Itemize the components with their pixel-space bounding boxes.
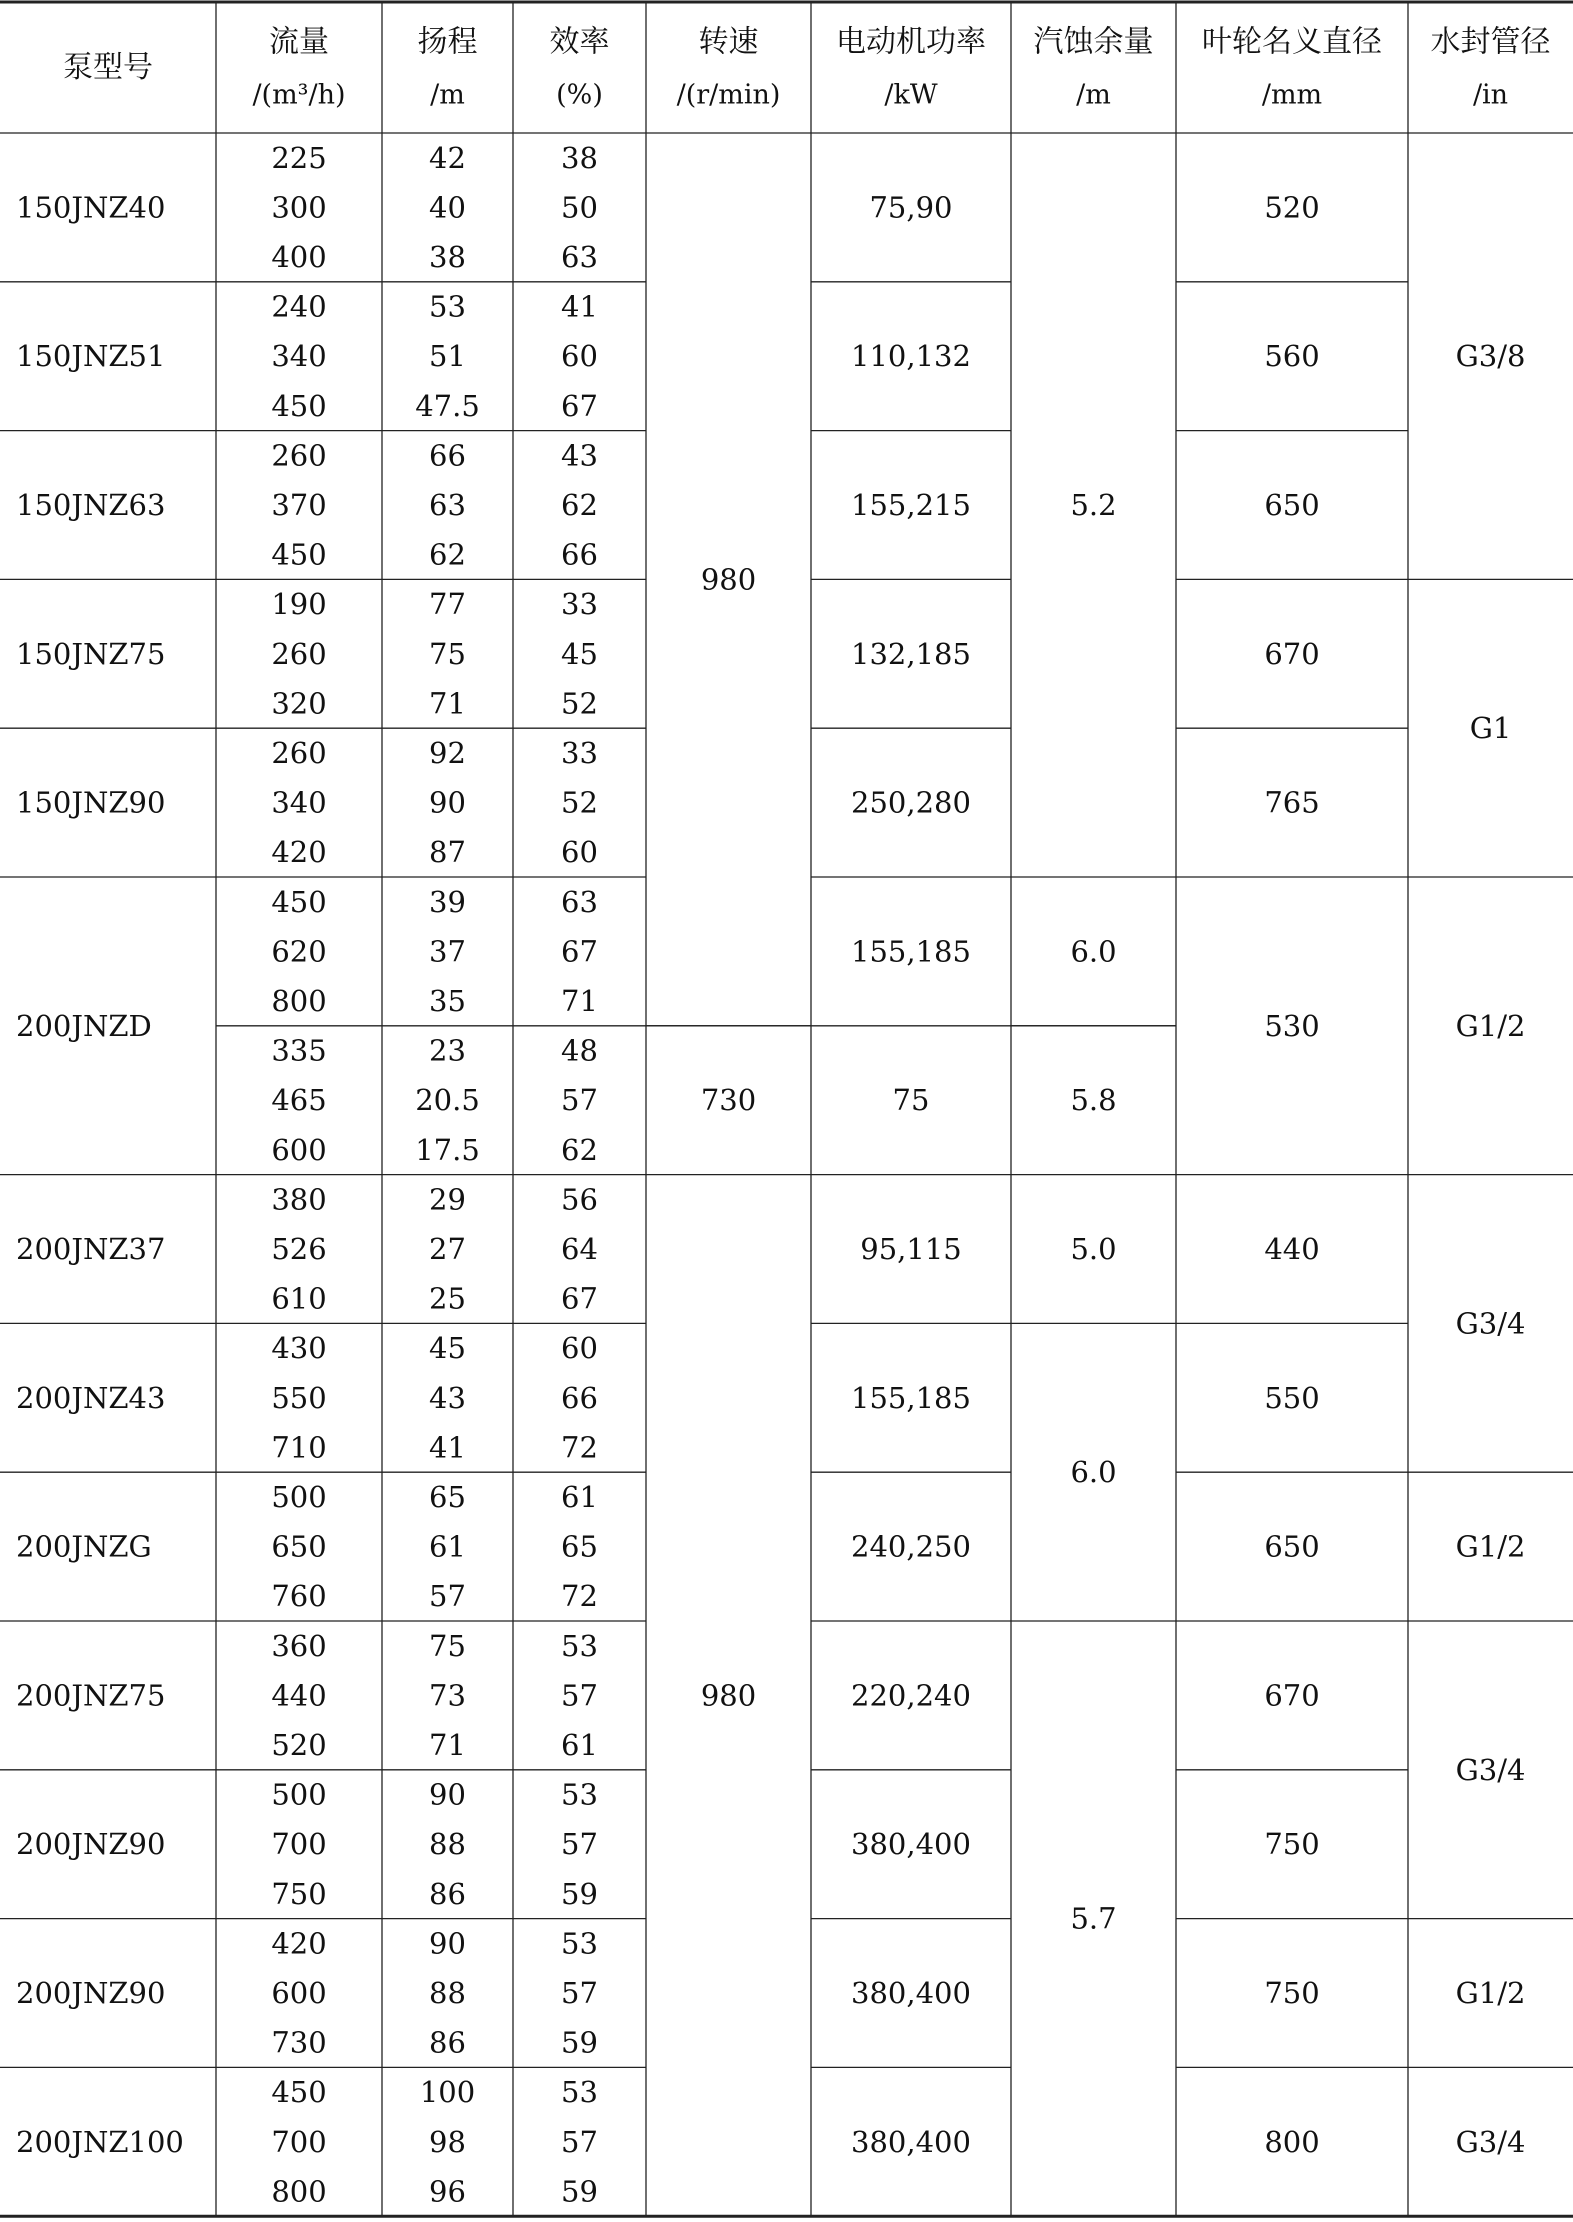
head-value: 27 — [429, 1232, 466, 1266]
flow-value: 526 — [271, 1232, 327, 1266]
efficiency-value: 33 — [561, 587, 598, 622]
head-value: 38 — [429, 240, 466, 274]
flow-value: 500 — [271, 1777, 327, 1812]
npsh-value: 5.8 — [1070, 1083, 1117, 1118]
head-value: 62 — [429, 537, 466, 572]
flow-value: 700 — [271, 1827, 327, 1862]
flow-value: 600 — [271, 1132, 327, 1167]
head-value: 88 — [429, 1827, 466, 1862]
flow-value: 465 — [271, 1083, 327, 1118]
efficiency-value: 60 — [561, 835, 598, 870]
efficiency-value: 62 — [561, 488, 598, 522]
motor-power: 155,185 — [851, 934, 971, 969]
impeller-diameter: 670 — [1264, 1678, 1320, 1713]
efficiency-value: 65 — [561, 1529, 598, 1564]
motor-power: 380,400 — [851, 1827, 971, 1862]
npsh-value: 6.0 — [1070, 934, 1117, 969]
flow-value: 360 — [271, 1628, 327, 1663]
flow-value: 700 — [271, 2124, 327, 2159]
efficiency-value: 57 — [561, 1827, 598, 1862]
head-value: 66 — [429, 438, 466, 473]
head-value: 75 — [429, 636, 466, 671]
pump-model: 150JNZ90 — [16, 785, 166, 820]
pump-model: 150JNZ40 — [16, 190, 166, 225]
efficiency-value: 61 — [561, 1728, 598, 1762]
flow-value: 450 — [271, 884, 327, 919]
speed-value: 980 — [700, 562, 757, 597]
efficiency-value: 71 — [561, 984, 598, 1018]
impeller-diameter: 750 — [1264, 1827, 1320, 1862]
head-value: 29 — [429, 1182, 466, 1217]
motor-power: 155,215 — [851, 488, 971, 522]
efficiency-value: 63 — [561, 240, 598, 274]
flow-value: 380 — [271, 1182, 327, 1217]
seal-pipe-size: G1/2 — [1455, 1976, 1526, 2010]
head-value: 53 — [429, 289, 466, 324]
impeller-diameter: 440 — [1264, 1232, 1320, 1266]
head-value: 61 — [429, 1529, 466, 1564]
flow-value: 370 — [271, 488, 327, 522]
efficiency-value: 53 — [561, 2075, 598, 2110]
head-value: 87 — [429, 835, 466, 870]
head-value: 42 — [429, 140, 466, 175]
flow-value: 340 — [271, 785, 327, 820]
pump-model: 200JNZD — [16, 1008, 152, 1043]
motor-power: 95,115 — [860, 1232, 962, 1266]
head-value: 43 — [429, 1380, 466, 1415]
motor-power: 220,240 — [851, 1678, 971, 1713]
head-value: 35 — [429, 984, 466, 1018]
impeller-diameter: 750 — [1264, 1976, 1320, 2010]
pump-model: 150JNZ75 — [16, 636, 166, 671]
flow-value: 750 — [271, 1876, 327, 1911]
flow-value: 450 — [271, 537, 327, 572]
flow-value: 800 — [271, 984, 327, 1018]
head-value: 90 — [429, 1777, 466, 1812]
flow-value: 260 — [271, 736, 327, 770]
impeller-diameter: 650 — [1264, 1529, 1320, 1564]
header-1-unit: /(m³/h) — [252, 79, 346, 111]
efficiency-value: 67 — [561, 934, 598, 969]
head-value: 96 — [429, 2174, 466, 2209]
pump-model: 150JNZ63 — [16, 488, 166, 522]
flow-value: 520 — [271, 1728, 327, 1762]
flow-value: 190 — [271, 587, 327, 622]
efficiency-value: 60 — [561, 1331, 598, 1366]
impeller-diameter: 670 — [1264, 636, 1320, 671]
header-3-unit: (%) — [556, 79, 603, 111]
flow-value: 600 — [271, 1976, 327, 2010]
efficiency-value: 48 — [561, 1033, 598, 1068]
head-value: 40 — [429, 190, 466, 225]
flow-value: 335 — [271, 1033, 327, 1068]
pump-model: 200JNZ90 — [16, 1827, 166, 1862]
header-2-name: 扬程 — [417, 24, 478, 60]
head-value: 47.5 — [415, 388, 480, 423]
motor-power: 132,185 — [851, 636, 971, 671]
flow-value: 450 — [271, 2075, 327, 2110]
head-value: 86 — [429, 1876, 466, 1911]
flow-value: 500 — [271, 1480, 327, 1514]
flow-value: 440 — [271, 1678, 327, 1713]
flow-value: 710 — [271, 1430, 327, 1465]
efficiency-value: 57 — [561, 1678, 598, 1713]
flow-value: 730 — [271, 2025, 327, 2060]
head-value: 20.5 — [415, 1083, 480, 1118]
flow-value: 430 — [271, 1331, 327, 1366]
pump-model: 200JNZ37 — [16, 1232, 166, 1266]
npsh-value: 5.7 — [1070, 1901, 1117, 1936]
head-value: 86 — [429, 2025, 466, 2060]
head-value: 45 — [429, 1331, 466, 1366]
pump-model: 150JNZ51 — [16, 339, 166, 374]
flow-value: 260 — [271, 636, 327, 671]
flow-value: 320 — [271, 686, 327, 721]
impeller-diameter: 650 — [1264, 488, 1320, 522]
pump-model: 200JNZ100 — [16, 2124, 184, 2159]
motor-power: 380,400 — [851, 1976, 971, 2010]
header-5-name: 电动机功率 — [836, 24, 986, 60]
head-value: 23 — [429, 1033, 466, 1068]
impeller-diameter: 530 — [1264, 1008, 1320, 1043]
head-value: 51 — [429, 339, 466, 374]
head-value: 71 — [429, 1728, 466, 1762]
header-4-unit: /(r/min) — [676, 79, 781, 111]
pump-model: 200JNZ43 — [16, 1380, 166, 1415]
header-4-name: 转速 — [698, 24, 759, 60]
flow-value: 450 — [271, 388, 327, 423]
efficiency-value: 72 — [561, 1579, 598, 1614]
head-value: 37 — [429, 934, 466, 969]
impeller-diameter: 560 — [1264, 339, 1320, 374]
header-6-unit: /m — [1076, 79, 1111, 111]
flow-value: 620 — [271, 934, 327, 969]
header-7-unit: /mm — [1261, 79, 1323, 111]
npsh-value: 5.0 — [1070, 1232, 1117, 1266]
motor-power: 240,250 — [851, 1529, 971, 1564]
npsh-value: 5.2 — [1070, 488, 1117, 522]
head-value: 92 — [429, 736, 466, 770]
head-value: 17.5 — [415, 1132, 480, 1167]
header-7-name: 叶轮名义直径 — [1202, 24, 1382, 60]
efficiency-value: 66 — [561, 537, 598, 572]
motor-power: 110,132 — [851, 339, 971, 374]
flow-value: 340 — [271, 339, 327, 374]
speed-value: 730 — [700, 1083, 757, 1118]
seal-pipe-size: G3/4 — [1455, 2124, 1526, 2159]
npsh-value: 6.0 — [1070, 1455, 1117, 1490]
flow-value: 800 — [271, 2174, 327, 2209]
head-value: 90 — [429, 1926, 466, 1961]
seal-pipe-size: G1/2 — [1455, 1529, 1526, 1564]
flow-value: 550 — [271, 1380, 327, 1415]
efficiency-value: 53 — [561, 1926, 598, 1961]
flow-value: 225 — [271, 140, 327, 175]
seal-pipe-size: G1 — [1469, 711, 1512, 746]
head-value: 63 — [429, 488, 466, 522]
efficiency-value: 72 — [561, 1430, 598, 1465]
flow-value: 760 — [271, 1579, 327, 1614]
head-value: 41 — [429, 1430, 466, 1465]
efficiency-value: 33 — [561, 736, 598, 770]
head-value: 100 — [419, 2075, 476, 2110]
efficiency-value: 59 — [561, 2025, 598, 2060]
seal-pipe-size: G3/8 — [1455, 339, 1526, 374]
efficiency-value: 53 — [561, 1777, 598, 1812]
efficiency-value: 62 — [561, 1132, 598, 1167]
flow-value: 400 — [271, 240, 327, 274]
head-value: 90 — [429, 785, 466, 820]
head-value: 25 — [429, 1281, 466, 1316]
efficiency-value: 41 — [561, 289, 598, 324]
head-value: 65 — [429, 1480, 466, 1514]
head-value: 75 — [429, 1628, 466, 1663]
flow-value: 420 — [271, 835, 327, 870]
impeller-diameter: 520 — [1264, 190, 1320, 225]
efficiency-value: 64 — [561, 1232, 598, 1266]
efficiency-value: 61 — [561, 1480, 598, 1514]
efficiency-value: 67 — [561, 1281, 598, 1316]
efficiency-value: 52 — [561, 785, 598, 820]
efficiency-value: 59 — [561, 2174, 598, 2209]
efficiency-value: 59 — [561, 1876, 598, 1911]
efficiency-value: 45 — [561, 636, 598, 671]
pump-model: 200JNZG — [16, 1529, 152, 1564]
head-value: 39 — [429, 884, 466, 919]
header-model: 泵型号 — [63, 50, 153, 85]
efficiency-value: 53 — [561, 1628, 598, 1663]
efficiency-value: 56 — [561, 1182, 598, 1217]
head-value: 71 — [429, 686, 466, 721]
head-value: 73 — [429, 1678, 466, 1713]
head-value: 88 — [429, 1976, 466, 2010]
impeller-diameter: 765 — [1264, 785, 1320, 820]
efficiency-value: 50 — [561, 190, 598, 225]
header-2-unit: /m — [430, 79, 465, 111]
efficiency-value: 57 — [561, 1976, 598, 2010]
efficiency-value: 66 — [561, 1380, 598, 1415]
seal-pipe-size: G1/2 — [1455, 1008, 1526, 1043]
flow-value: 610 — [271, 1281, 327, 1316]
seal-pipe-size: G3/4 — [1455, 1752, 1526, 1787]
flow-value: 240 — [271, 289, 327, 324]
motor-power: 250,280 — [851, 785, 971, 820]
motor-power: 75 — [892, 1083, 930, 1118]
header-8-unit: /in — [1472, 79, 1509, 111]
header-6-name: 汽蚀余量 — [1033, 24, 1154, 60]
flow-value: 650 — [271, 1529, 327, 1564]
head-value: 57 — [429, 1579, 466, 1614]
motor-power: 380,400 — [851, 2124, 971, 2159]
header-8-name: 水封管径 — [1430, 24, 1551, 60]
flow-value: 260 — [271, 438, 327, 473]
impeller-diameter: 550 — [1264, 1380, 1320, 1415]
motor-power: 155,185 — [851, 1380, 971, 1415]
efficiency-value: 67 — [561, 388, 598, 423]
efficiency-value: 38 — [561, 140, 598, 175]
header-5-unit: /kW — [884, 79, 938, 111]
speed-value: 980 — [700, 1678, 757, 1713]
efficiency-value: 57 — [561, 2124, 598, 2159]
pump-model: 200JNZ75 — [16, 1678, 166, 1713]
efficiency-value: 52 — [561, 686, 598, 721]
efficiency-value: 60 — [561, 339, 598, 374]
head-value: 77 — [429, 587, 466, 622]
head-value: 98 — [429, 2124, 466, 2159]
flow-value: 420 — [271, 1926, 327, 1961]
header-1-name: 流量 — [269, 24, 329, 60]
motor-power: 75,90 — [869, 190, 953, 225]
seal-pipe-size: G3/4 — [1455, 1306, 1526, 1341]
impeller-diameter: 800 — [1264, 2124, 1320, 2159]
pump-model: 200JNZ90 — [16, 1976, 166, 2010]
header-3-name: 效率 — [549, 24, 610, 60]
efficiency-value: 57 — [561, 1083, 598, 1118]
efficiency-value: 63 — [561, 884, 598, 919]
flow-value: 300 — [271, 190, 327, 225]
efficiency-value: 43 — [561, 438, 598, 473]
